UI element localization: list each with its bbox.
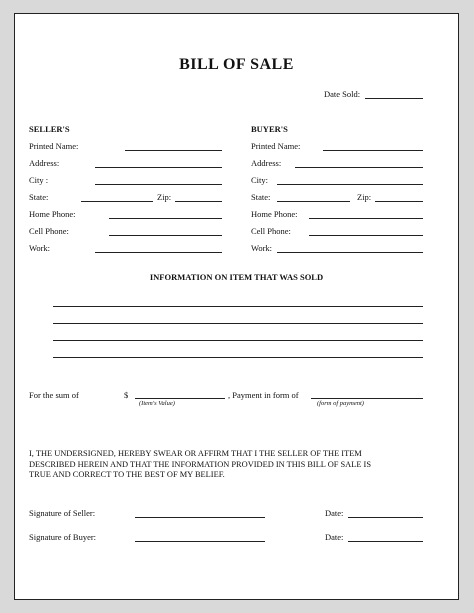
seller-home-phone-label: Home Phone: — [29, 209, 76, 219]
seller-address-label: Address: — [29, 158, 60, 168]
buyer-state-field[interactable] — [277, 201, 350, 202]
buyer-date-field[interactable] — [348, 541, 423, 542]
payment-form-label: , Payment in form of — [228, 390, 299, 400]
item-info-line-2[interactable] — [53, 323, 423, 324]
buyer-date-label: Date: — [325, 532, 344, 542]
seller-city-label: City : — [29, 175, 49, 185]
buyer-address-field[interactable] — [295, 167, 423, 168]
currency-symbol: $ — [124, 390, 129, 400]
item-info-line-3[interactable] — [53, 340, 423, 341]
seller-signature-label: Signature of Seller: — [29, 508, 96, 518]
buyer-cell-phone-label: Cell Phone: — [251, 226, 291, 236]
affirmation-statement: I, THE UNDERSIGNED, HEREBY SWEAR OR AFFIRM THAT I THE SELLER OF THE ITEM DESCRIBED HEREIN AND THAT THE INFORMATION PROVIDED IN THIS BILL OF SALE IS TRUE AND CORRECT TO THE BEST OF MY BELIEF. — [29, 449, 371, 479]
payment-form-field[interactable] — [311, 398, 423, 399]
seller-work-field[interactable] — [95, 252, 222, 253]
item-value-caption: (Item's Value) — [139, 400, 175, 407]
buyer-work-label: Work: — [251, 243, 273, 253]
seller-state-field[interactable] — [81, 201, 153, 202]
buyer-address-label: Address: — [251, 158, 282, 168]
seller-address-field[interactable] — [95, 167, 222, 168]
seller-home-phone-field[interactable] — [109, 218, 222, 219]
bill-of-sale-sheet — [14, 13, 459, 600]
item-value-field[interactable] — [135, 398, 225, 399]
seller-cell-phone-field[interactable] — [109, 235, 222, 236]
buyer-zip-label: Zip: — [357, 192, 372, 202]
buyer-city-label: City: — [251, 175, 269, 185]
seller-date-label: Date: — [325, 508, 344, 518]
page-title: BILL OF SALE — [179, 56, 294, 73]
seller-city-field[interactable] — [95, 184, 222, 185]
seller-date-field[interactable] — [348, 517, 423, 518]
buyer-printed-name-label: Printed Name: — [251, 141, 301, 151]
buyer-work-field[interactable] — [277, 252, 423, 253]
seller-signature-field[interactable] — [135, 517, 265, 518]
buyer-printed-name-field[interactable] — [323, 150, 423, 151]
seller-zip-label: Zip: — [157, 192, 172, 202]
seller-cell-phone-label: Cell Phone: — [29, 226, 69, 236]
seller-zip-field[interactable] — [175, 201, 222, 202]
seller-printed-name-label: Printed Name: — [29, 141, 79, 151]
item-info-line-1[interactable] — [53, 306, 423, 307]
buyer-signature-field[interactable] — [135, 541, 265, 542]
seller-printed-name-field[interactable] — [125, 150, 222, 151]
buyer-city-field[interactable] — [277, 184, 423, 185]
buyer-signature-label: Signature of Buyer: — [29, 532, 97, 542]
buyer-zip-field[interactable] — [375, 201, 423, 202]
item-info-line-4[interactable] — [53, 357, 423, 358]
buyer-state-label: State: — [251, 192, 271, 202]
buyer-home-phone-field[interactable] — [309, 218, 423, 219]
date-sold-field[interactable] — [365, 98, 423, 99]
seller-heading: SELLER'S — [29, 124, 70, 134]
buyer-heading: BUYER'S — [251, 124, 288, 134]
date-sold-label: Date Sold: — [324, 89, 361, 99]
payment-form-caption: (form of payment) — [317, 400, 364, 407]
seller-work-label: Work: — [29, 243, 51, 253]
buyer-cell-phone-field[interactable] — [309, 235, 423, 236]
buyer-home-phone-label: Home Phone: — [251, 209, 298, 219]
seller-state-label: State: — [29, 192, 49, 202]
sum-label: For the sum of — [29, 390, 79, 400]
item-info-heading: INFORMATION ON ITEM THAT WAS SOLD — [149, 272, 324, 282]
